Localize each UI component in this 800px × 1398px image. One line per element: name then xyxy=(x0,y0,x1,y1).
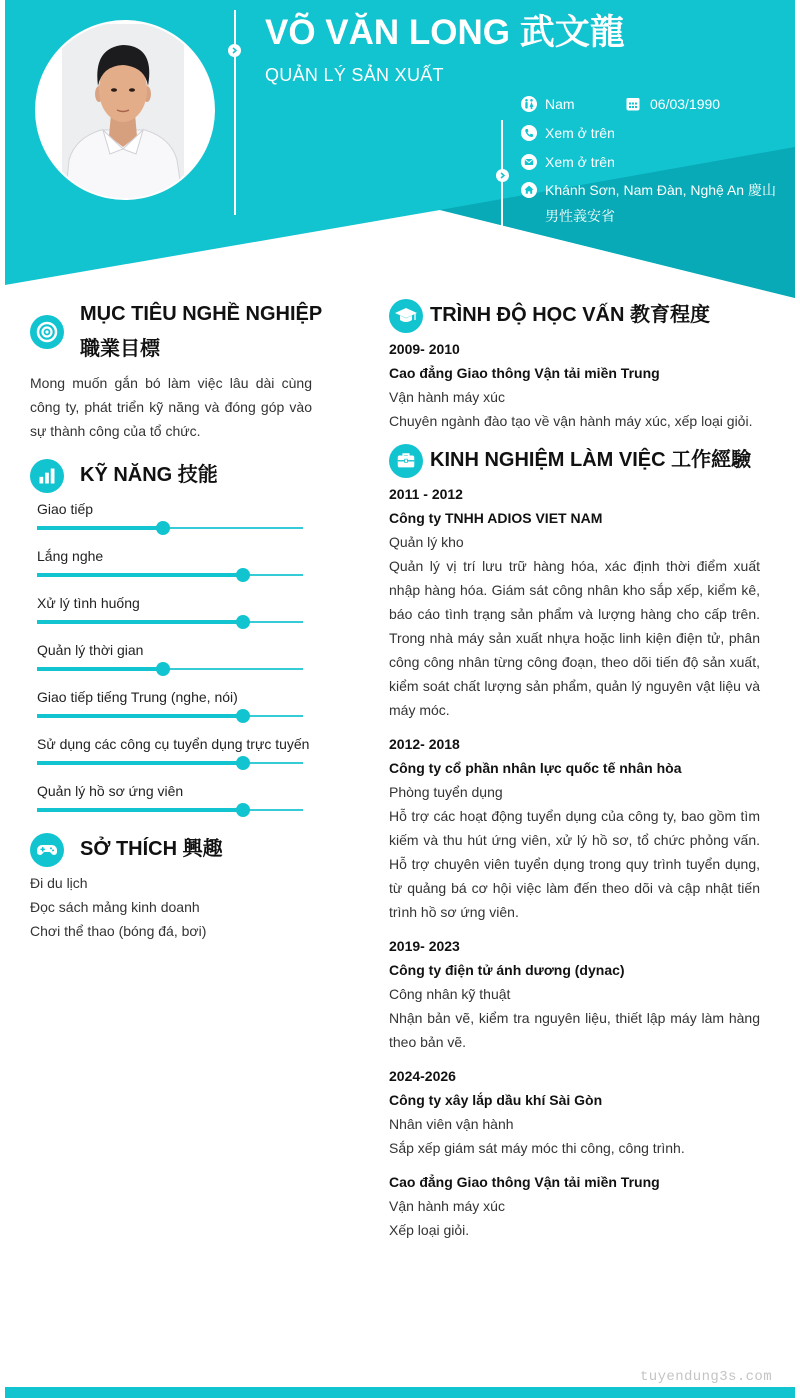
education-entry xyxy=(389,337,760,433)
skill-level-knob xyxy=(236,568,250,582)
skill-level-bar xyxy=(37,521,303,535)
skill-item xyxy=(30,779,312,817)
birthdate-value: 06/03/1990 xyxy=(650,96,721,112)
entry-role: Nhân viên vận hành xyxy=(389,1116,514,1132)
section-title: TRÌNH ĐỘ HỌC VẤN 教育程度 xyxy=(430,304,710,326)
entry-organization: Công ty TNHH ADIOS VIET NAM xyxy=(389,510,603,526)
footer-bar xyxy=(5,1387,795,1398)
phone-value: Xem ở trên xyxy=(545,125,615,141)
entry-role: Công nhân kỹ thuật xyxy=(389,986,511,1002)
skill-level-bar xyxy=(37,803,303,817)
entry-period: 2009- 2010 xyxy=(389,341,460,357)
objective-text: Mong muốn gắn bó làm việc lâu dài cùng công ty, phát triển kỹ năng và đóng góp vào sự thành công của tổ chức. xyxy=(30,375,312,439)
skill-name: Quản lý hồ sơ ứng viên xyxy=(37,783,184,799)
section-title: KINH NGHIỆM LÀM VIỆC 工作經驗 xyxy=(430,449,752,471)
candidate-name: VÕ VĂN LONG 武文龍 xyxy=(265,13,625,52)
gender-value: Nam xyxy=(545,96,575,112)
mail-icon xyxy=(521,154,537,170)
entry-description: Xếp loại giỏi. xyxy=(389,1222,470,1238)
objective-section xyxy=(30,297,323,443)
calendar-icon xyxy=(625,96,641,112)
skill-level-bar xyxy=(37,709,303,723)
experience-entry xyxy=(389,1170,760,1242)
experience-entry xyxy=(389,732,760,924)
bar-chart-icon xyxy=(30,459,64,493)
skill-item xyxy=(30,685,312,723)
entry-period: 2011 - 2012 xyxy=(389,486,463,502)
skill-level-knob xyxy=(236,615,250,629)
entry-role: Quản lý kho xyxy=(389,534,464,550)
chevron-right-icon xyxy=(228,44,241,57)
entry-role: Vận hành máy xúc xyxy=(389,1198,505,1214)
skill-level-knob xyxy=(236,756,250,770)
email-value: Xem ở trên xyxy=(545,154,615,170)
profile-photo xyxy=(35,20,215,200)
header-divider-line xyxy=(234,10,236,215)
skill-item xyxy=(30,638,312,676)
entry-period: 2019- 2023 xyxy=(389,938,460,954)
skill-level-knob xyxy=(156,521,170,535)
skill-name: Sử dụng các công cụ tuyển dụng trực tuyến xyxy=(37,736,310,752)
entry-description: Nhận bản vẽ, kiểm tra nguyên liệu, thiết lập máy làm hàng theo bản vẽ. xyxy=(389,1010,760,1050)
section-header xyxy=(30,297,342,367)
entry-organization: Cao đẳng Giao thông Vận tải miền Trung xyxy=(389,365,660,381)
skill-item xyxy=(30,732,312,770)
entry-organization: Công ty xây lắp dầu khí Sài Gòn xyxy=(389,1092,603,1108)
watermark: tuyendung3s.com xyxy=(640,1369,773,1385)
skill-name: Xử lý tình huống xyxy=(37,595,140,611)
entry-period: 2012- 2018 xyxy=(389,736,460,752)
skill-level-bar xyxy=(37,615,303,629)
skill-item xyxy=(30,497,312,535)
hobby-item: Chơi thể thao (bóng đá, bơi) xyxy=(30,923,207,939)
section-title: SỞ THÍCH 興趣 xyxy=(80,838,223,860)
hobby-item: Đọc sách mảng kinh doanh xyxy=(30,899,200,915)
hobby-item: Đi du lịch xyxy=(30,875,88,891)
left-column xyxy=(30,297,323,958)
skill-name: Giao tiếp tiếng Trung (nghe, nói) xyxy=(37,689,238,705)
graduation-cap-icon xyxy=(389,299,423,333)
experience-entry xyxy=(389,482,760,722)
education-section xyxy=(389,298,760,433)
section-header xyxy=(389,443,760,478)
skill-level-knob xyxy=(236,709,250,723)
gender-icon xyxy=(521,96,537,112)
section-header xyxy=(30,458,342,493)
gamepad-icon xyxy=(30,833,64,867)
phone-icon xyxy=(521,125,537,141)
skill-item xyxy=(30,591,312,629)
experience-entry xyxy=(389,1064,760,1160)
skill-level-bar xyxy=(37,568,303,582)
job-title: QUẢN LÝ SẢN XUẤT xyxy=(265,65,444,85)
target-icon xyxy=(30,315,64,349)
section-title: KỸ NĂNG 技能 xyxy=(80,464,218,486)
skills-section xyxy=(30,458,312,817)
entry-description: Sắp xếp giám sát máy móc thi công, công trình. xyxy=(389,1140,685,1156)
experience-entry xyxy=(389,934,760,1054)
briefcase-icon xyxy=(389,444,423,478)
entry-organization: Cao đẳng Giao thông Vận tải miền Trung xyxy=(389,1174,660,1190)
skill-level-bar xyxy=(37,662,303,676)
skill-level-bar xyxy=(37,756,303,770)
right-column xyxy=(389,298,760,1252)
entry-role: Phòng tuyển dụng xyxy=(389,784,503,800)
section-title: MỤC TIÊU NGHỀ NGHIỆP職業目標 xyxy=(80,303,323,360)
entry-description: Quản lý vị trí lưu trữ hàng hóa, xác định thời điểm xuất nhập hàng hóa. Giám sát công nhân kho sắp xếp, kiểm kê, báo cáo tình trạng sản phẩm và lượng hàng cho cấp trên. Trong nhà máy sản xuất nhựa hoặc linh kiện điện tử, phân công công nhân từng công đoạn, theo dõi tiến độ sản xuất, kiểm soát chất lượng sản phẩm, quản lý nguyên vật liệu và máy móc. xyxy=(389,558,760,718)
section-header xyxy=(389,298,760,333)
chevron-right-icon xyxy=(496,169,509,182)
skill-level-knob xyxy=(156,662,170,676)
entry-period: 2024-2026 xyxy=(389,1068,456,1084)
home-icon xyxy=(521,182,537,198)
hobbies-section xyxy=(30,832,312,943)
section-header xyxy=(30,832,342,867)
skill-level-knob xyxy=(236,803,250,817)
entry-role: Vận hành máy xúc xyxy=(389,389,505,405)
entry-organization: Công ty cổ phần nhân lực quốc tế nhân hòa xyxy=(389,760,682,776)
skill-name: Giao tiếp xyxy=(37,501,94,517)
skill-name: Quản lý thời gian xyxy=(37,642,144,658)
skill-name: Lắng nghe xyxy=(37,548,104,564)
skill-item xyxy=(30,544,312,582)
entry-description: Hỗ trợ các hoạt động tuyển dụng của công ty, bao gồm tìm kiếm và thu hút ứng viên, xử lý hồ sơ, tổ chức phỏng vấn. Hỗ trợ chuyên viên tuyển dụng trong quy trình tuyển dụng, từ quảng bá cơ hội việc làm đến theo dõi và cập nhật tiến trình hồ sơ ứng viên. xyxy=(389,808,760,920)
entry-description: Chuyên ngành đào tạo về vận hành máy xúc, xếp loại giỏi. xyxy=(389,413,753,429)
address-value: Khánh Sơn, Nam Đàn, Nghệ An 慶山 男性義安省 xyxy=(545,182,776,224)
experience-section xyxy=(389,443,760,1242)
entry-organization: Công ty điện tử ánh dương (dynac) xyxy=(389,962,625,978)
